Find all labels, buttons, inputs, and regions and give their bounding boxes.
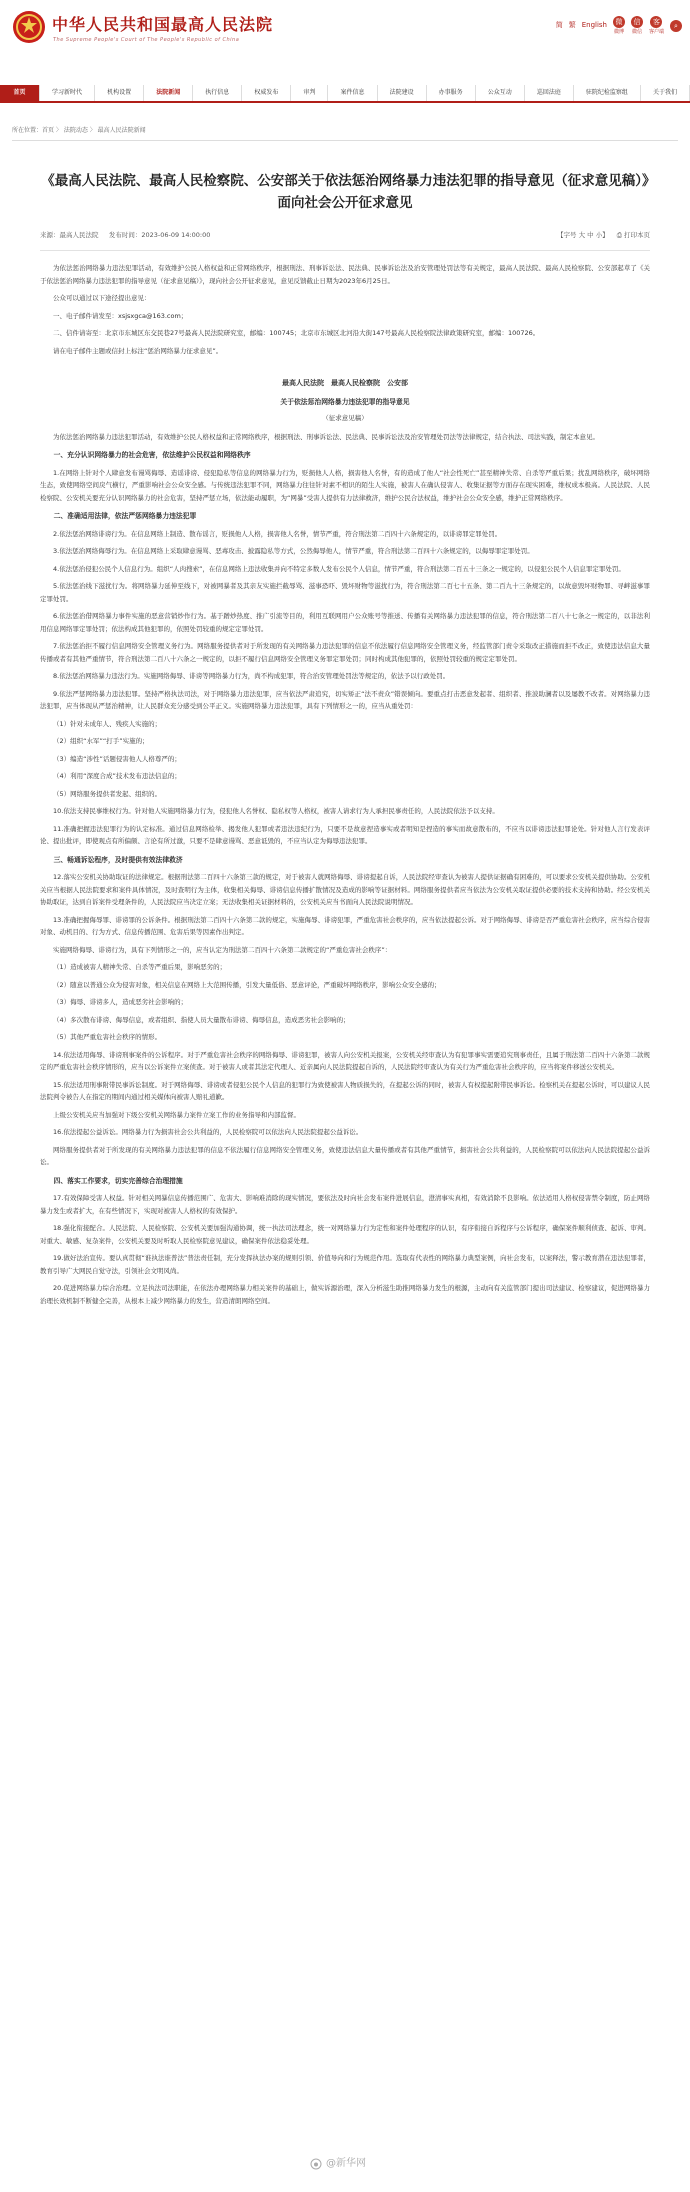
article-body [40,262,650,1312]
doc-paragraph: 18.强化衔接配合。人民法院、人民检察院、公安机关要加强沟通协调，统一执法司法理念，统一对网络暴力行为定性和案件处理程序的认识，有序衔接自诉程序与公诉程序，确保案件顺利侦查、起诉、审判。对重大、敏感、复杂案件，公安机关要及时听取人民检察院意见建议，确保案件依法稳妥处理。 [40,1224,650,1245]
doc-paragraph: 10.依法支持民事维权行为。针对他人实施网络暴力行为，侵犯他人名誉权、隐私权等人格权，被害人请求行为人承担民事责任的，人民法院依法予以支持。 [53,807,499,815]
doc-paragraph: 1.在网络上针对个人肆意发布谩骂侮辱、造谣诽谤、侵犯隐私等信息的网络暴力行为，贬损他人人格，损害他人名誉，有的造成了他人“社会性死亡”甚至精神失常、自杀等严重后果；扰乱网络秩序，破坏网络生态，致使网络空间戾气横行，严重影响社会公众安全感。与传统违法犯罪不同，网络暴力往往针对素不相识的陌生人实施，被害人在确认侵害人、收集证据等方面存在现实困难，维权成本极高。人民法院、人民检察院、公安机关要充分认识网络暴力的社会危害，坚持严惩立场，依法能动履职，为“网暴”受害人提供有力法律救济，维护公民合法权益，维护社会公众安全感，维护正常网络秩序。 [40,468,650,502]
nav-court-news[interactable]: 法院新闻 [144,85,193,101]
doc-paragraph: 20.促进网络暴力综合治理。立足执法司法职能，在依法办理网络暴力相关案件的基础上，做实诉源治理，深入分析滋生助推网络暴力发生的根源，主动向有关监管部门提出司法建议、检察建议，促进网络暴力治理长效机制不断健全完善，从根本上减少网络暴力的发生，营造清朗网络空间。 [40,1284,650,1305]
article-date: 发布时间：2023-06-09 14:00:00 [108,231,211,239]
list-item: （1）造成被害人精神失常、自杀等严重后果，影响恶劣的； [53,963,227,971]
nav-services[interactable]: 办事服务 [427,85,476,101]
doc-paragraph: 11.准确把握违法犯罪行为的认定标准。通过信息网络检举、揭发他人犯罪或者违法违纪行为，只要不是故意捏造事实或者明知是捏造的事实而故意散布的，不应当以诽谤违法犯罪论处。针对他人言行发表评论、提出批评，即使观点有所偏颇、言论有所过激，只要不是肆意谩骂、恶意诋毁的，不应当认定为侮辱违法犯罪。 [40,824,650,845]
doc-paragraph: 8.依法惩治网络暴力违法行为。实施网络侮辱、诽谤等网络暴力行为，尚不构成犯罪，符合治安管理处罚法等规定的，依法予以行政处罚。 [53,672,450,680]
doc-org: 最高人民法院 最高人民检察院 公安部 [282,379,408,387]
nav-cases[interactable]: 案件信息 [328,85,377,101]
article-meta [40,230,650,240]
list-item: （2）组织“水军”“打手”实施的； [53,737,149,745]
site-title[interactable]: 中华人民共和国最高人民法院 [52,15,274,34]
site-subtitle: The Supreme People's Court of The People's Republic of China [53,37,240,43]
doc-paragraph: 4.依法惩治侵犯公民个人信息行为。组织“人肉搜索”，在信息网络上违法收集并向不特定多数人发布公民个人信息，情节严重，符合刑法第二百五十三条之一规定的，以侵犯公民个人信息罪定罪处罚。 [53,564,625,573]
watermark [310,2156,366,2172]
doc-note: （征求意见稿） [322,414,368,422]
section-heading: 一、充分认识网络暴力的社会危害，依法维护公民权益和网络秩序 [53,451,251,459]
nav-trial[interactable]: 审判 [291,85,328,101]
section-heading: 三、畅通诉讼程序，及时提供有效法律救济 [53,855,183,864]
doc-name: 关于依法惩治网络暴力违法犯罪的指导意见 [280,397,410,406]
list-item: （3）侮辱、诽谤多人，造成恶劣社会影响的； [53,998,188,1006]
nav-court-building[interactable]: 法院建设 [378,85,427,101]
weibo-icon [310,2158,322,2170]
list-item: （5）其他严重危害社会秩序的情形。 [53,1033,162,1041]
site-header [0,0,690,58]
list-item: （1）针对未成年人、残疾人实施的； [53,719,162,728]
list-item: （2）随意以普通公众为侵害对象，相关信息在网络上大范围传播，引发大量低俗、恶意评论，严重破坏网络秩序，影响公众安全感的； [53,980,441,989]
doc-paragraph: 3.依法惩治网络侮辱行为。在信息网络上采取肆意谩骂、恶毒攻击、披露隐私等方式，公然侮辱他人，情节严重，符合刑法第二百四十六条规定的，以侮辱罪定罪处罚。 [53,547,534,555]
section-heading: 二、准确适用法律，依法严惩网络暴力违法犯罪 [53,512,197,520]
doc-paragraph: 上级公安机关应当加强对下级公安机关网络暴力案件立案工作的业务指导和内部监督。 [53,1110,300,1119]
breadcrumb[interactable]: 所在位置：首页 〉 法院动态 〉 最高人民法院新闻 [12,127,146,134]
national-emblem-icon[interactable] [12,10,46,44]
nav-discipline[interactable]: 驻院纪检监察组 [574,85,641,101]
list-item: （4）多次散布诽谤、侮辱信息，或者组织、指使人员大量散布诽谤、侮辱信息，造成恶劣社会影响的； [53,1015,350,1024]
intro-address: 二、信件请寄至：北京市东城区东交民巷27号最高人民法院研究室，邮编：100745；北京市东城区北河沿大街147号最高人民检察院法律政策研究室，邮编：100726。 [53,329,540,337]
main-nav [0,85,690,103]
doc-paragraph: 5.依法惩治线下滋扰行为。将网络暴力延伸至线下，对被网暴者及其亲友实施拦截辱骂、滋事恐吓、毁坏财物等滋扰行为，符合刑法第二百七十五条、第二百九十三条规定的，以故意毁坏财物罪、寻衅滋事罪定罪处罚。 [40,582,650,603]
doc-paragraph: 网络服务提供者对于所发现的有关网络暴力违法犯罪的信息不依法履行信息网络安全管理义务，致使违法信息大量传播或者有其他严重情节，损害社会公共利益的，人民检察院可以依法向人民法院提起公益诉讼。 [40,1145,650,1166]
doc-paragraph: 14.依法适用侮辱、诽谤刑事案件的公诉程序。对于严重危害社会秩序的网络侮辱、诽谤犯罪，被害人向公安机关报案，公安机关经审查认为有犯罪事实需要追究刑事责任，且属于刑法第二百四十六条第二款规定的严重危害社会秩序情形的，应当以公诉案件立案侦查。对于被害人或者其法定代理人、近亲属向人民法院提起自诉的，人民法院经审查认为有关行为严重危害社会秩序的，应当将案件移送公安机关。 [40,1050,650,1071]
list-item: （5）网络服务提供者发起、组织的。 [53,789,162,798]
lang-english-link[interactable]: English [581,21,607,30]
doc-paragraph: 15.依法适用刑事附带民事诉讼制度。对于网络侮辱、诽谤或者侵犯公民个人信息的犯罪行为致使被害人物质损失的，在提起公诉的同时，被害人有权提起附带民事诉讼。检察机关在提起公诉时，可以建议人民法院判令被告人在指定的期间内通过相关媒体向被害人赔礼道歉。 [40,1080,650,1101]
nav-circuit[interactable]: 巡回法庭 [525,85,574,101]
header-tools [556,16,682,36]
nav-about[interactable]: 关于我们 [641,85,690,101]
watermark-text: @新华网 [326,2158,366,2169]
section-heading: 四、落实工作要求，切实完善综合治理措施 [53,1176,183,1185]
nav-structure[interactable]: 机构设置 [95,85,144,101]
doc-paragraph: 12.落实公安机关协助取证的法律规定。根据刑法第二百四十六条第三款的规定，对于被害人就网络侮辱、诽谤提起自诉，人民法院经审查认为被害人提供证据确有困难的，可以要求公安机关提供协助。公安机关应当根据人民法院要求和案件具体情况，及时查明行为主体，收集相关侮辱、诽谤信息传播扩散情况及造成的影响等证据材料。网络服务提供者应当依法为公安机关取证提供必要的技术支持和协助。经公安机关协助取证，达到自诉案件受理条件的，人民法院应当决定立案；无法收集相关证据材料的，公安机关应当书面向人民法院说明情况。 [40,873,650,906]
doc-paragraph: 7.依法惩治拒不履行信息网络安全管理义务行为。网络服务提供者对于所发现的有关网络暴力违法犯罪的信息不依法履行信息网络安全管理义务，经监管部门责令采取改正措施而拒不改正，致使违法信息大量传播或者有其他严重情节，符合刑法第二百八十六条之一规定的，以拒不履行信息网络安全管理义务罪定罪处罚；同时构成其他犯罪的，依照处罚较重的规定定罪处罚。 [40,642,650,663]
lang-simplified-link[interactable]: 简 [555,21,563,30]
doc-paragraph: 6.依法惩治借网络暴力事件实施的恶意营销炒作行为。基于蹭炒热度、推广引流等目的，利用互联网用户公众账号等推送、传播有关网络暴力违法犯罪的信息，符合刑法第二百八十七条之一规定的，以非法利用信息网络罪定罪处罚；依法构成其他犯罪的，依照处罚较重的规定定罪处罚。 [40,612,650,633]
nav-enforcement[interactable]: 执行信息 [193,85,242,101]
print-button[interactable]: ⎙ 打印本页 [616,231,650,239]
list-item: （3）编造“涉性”话题侵害他人人格尊严的； [53,754,181,763]
phone-icon[interactable]: 客 客户端 [648,18,664,35]
search-icon[interactable]: ⌕ [670,20,682,32]
doc-paragraph: 实施网络侮辱、诽谤行为，具有下列情形之一的，应当认定为刑法第二百四十六条第二款规定的“严重危害社会秩序”： [53,945,392,954]
divider [12,140,678,141]
divider [40,250,650,251]
doc-paragraph: 2.依法惩治网络诽谤行为。在信息网络上制造、散布谣言，贬损他人人格，损害他人名誉，情节严重，符合刑法第二百四十六条规定的，以诽谤罪定罪处罚。 [53,529,502,538]
nav-release[interactable]: 权威发布 [242,85,291,101]
font-size-control[interactable]: 【字号 大 中 小】 [557,231,609,239]
nav-interaction[interactable]: 公众互动 [476,85,525,101]
lang-traditional-link[interactable]: 繁 [568,21,576,30]
doc-paragraph: 16.依法提起公益诉讼。网络暴力行为损害社会公共利益的，人民检察院可以依法向人民法院提起公益诉讼。 [53,1128,363,1136]
nav-home[interactable]: 首页 [0,85,40,101]
intro-paragraph: 公众可以通过以下途径提出意见： [53,294,151,302]
intro-paragraph: 请在电子邮件主题或信封上标注“惩治网络暴力征求意见”。 [53,346,223,355]
doc-paragraph: 19.做好法治宣传。要认真贯彻“谁执法谁普法”普法责任制，充分发挥执法办案的规则引领、价值导向和行为规范作用。选取有代表性的网络暴力典型案例，向社会发布，以案释法，警示教育潜在违法犯罪者，教育引导广大网民自觉守法，引领社会文明风尚。 [40,1254,650,1275]
doc-preamble: 为依法惩治网络暴力违法犯罪活动，有效维护公民人格权益和正常网络秩序，根据刑法、刑事诉讼法、民法典、民事诉讼法及治安管理处罚法等法律规定，结合执法、司法实践，制定本意见。 [53,432,599,441]
doc-paragraph: 13.准确把握侮辱罪、诽谤罪的公诉条件。根据刑法第二百四十六条第二款的规定，实施侮辱、诽谤犯罪，严重危害社会秩序的，应当依法提起公诉。对于网络侮辱、诽谤是否严重危害社会秩序，应当综合侵害对象、动机目的、行为方式、信息传播范围、危害后果等因素作出判定。 [40,915,650,936]
doc-paragraph: 9.依法严惩网络暴力违法犯罪。坚持严格执法司法，对于网络暴力违法犯罪，应当依法严肃追究，切实矫正“法不责众”错误倾向。要重点打击恶意发起者、组织者、推波助澜者以及屡教不改者。对网络暴力违法犯罪，应当体现从严惩治精神，让人民群众充分感受到公平正义。实施网络暴力违法犯罪，具有下列情形之一的，应当从重处罚： [40,689,650,710]
page-title: 《最高人民法院、最高人民检察院、公安部关于依法惩治网络暴力违法犯罪的指导意见（征求意见稿）》面向社会公开征求意见 [41,173,649,211]
article-source: 来源：最高人民法院 [40,231,99,239]
doc-paragraph: 17.有效保障受害人权益。针对相关网暴信息传播范围广、危害大、影响难消除的现实情况，要依法及时向社会发布案件进展信息，澄清事实真相，有效消除不良影响。依法适用人格权侵害禁令制度，防止网络暴力发生或者扩大，在有些情况下，实现对被害人人格权的有效保护。 [40,1194,650,1215]
intro-paragraph: 为依法惩治网络暴力违法犯罪活动，有效维护公民人格权益和正常网络秩序，根据刑法、刑事诉讼法、民法典、民事诉讼法及治安管理处罚法等有关规定，最高人民法院、最高人民检察院、公安部起草了《关于依法惩治网络暴力违法犯罪的指导意见（征求意见稿）》，现向社会公开征求意见，意见反馈截止日期为2023年6月25日。 [40,264,650,285]
wechat-icon[interactable]: 信 微信 [631,18,642,35]
nav-study[interactable]: 学习新时代 [40,85,95,101]
weibo-icon[interactable]: 微 微博 [613,18,624,35]
list-item: （4）利用“深度合成”技术发布违法信息的； [53,772,181,780]
intro-email[interactable]: 一、电子邮件请发至：xsjsxgca@163.com； [53,311,188,320]
